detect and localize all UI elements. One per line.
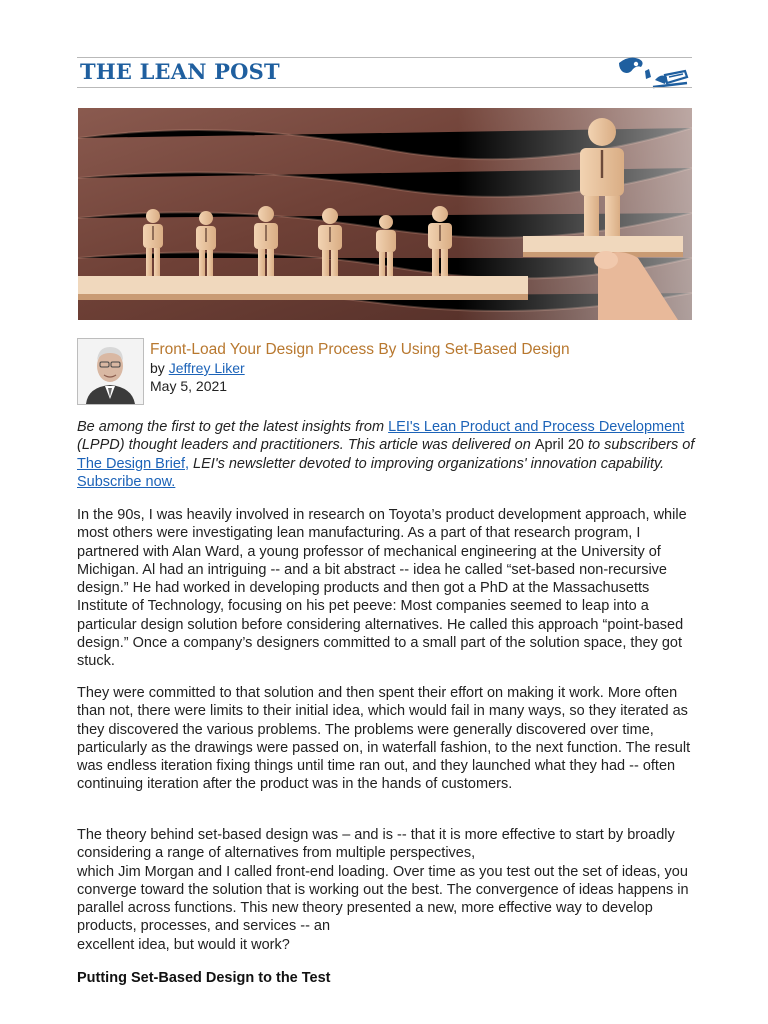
body-paragraph-3-line-c: excellent idea, but would it work?	[77, 936, 290, 953]
byline-prefix: by	[150, 360, 165, 376]
intro-text-3: to subscribers of	[583, 437, 695, 454]
intro-paragraph	[77, 418, 697, 491]
author-link[interactable]: Jeffrey Liker	[168, 360, 245, 376]
lppd-link[interactable]: LEI's Lean Product and Process Development	[388, 419, 685, 435]
intro-text-4: LEI's newsletter devoted to improving organizations' innovation capability.	[189, 455, 665, 472]
publish-date: May 5, 2021	[150, 378, 228, 394]
masthead-title[interactable]: THE LEAN POST	[80, 59, 280, 84]
article-title[interactable]: Front-Load Your Design Process By Using Set-Based Design	[150, 341, 570, 358]
body-paragraph-3-line-a: The theory behind set-based design was – and is -- that it is more effective to start by broadly considering a range of alternatives from multiple perspectives,	[77, 827, 675, 862]
body-paragraph-1: In the 90s, I was heavily involved in research on Toyota’s product development approach, while most others were investigating lean manufacturing. As a part of that research program, I partnered with Alan Ward, a young professor of mechanical engineering at the University of Michigan. Al had an intriguing -- and a bit abstract -- idea he called “set-based non-recursive design.” He had worked in developing products and then got a PhD at the Massachusetts Institute of Technology, focusing on his pet peeve: Most companies seemed to leap into a particular design solution before considering alternatives. He called this approach “point-based design.” Once a company’s designers committed to a small part of the solution space, they got stuck.	[77, 507, 687, 670]
design-brief-link[interactable]: The Design Brief,	[77, 455, 190, 472]
intro-text-1: Be among the first to get the latest insights from	[77, 419, 389, 435]
lean-post-logo-icon[interactable]	[615, 53, 689, 91]
byline	[150, 359, 245, 377]
body-paragraph-3-line-b: which Jim Morgan and I called front-end loading. Over time as you test out the set of ideas, you converge toward the solution that is working out the best. The convergence of ideas happens in parallel across functions. This new theory presented a new, more effective way to develop products, processes, and services -- an	[77, 863, 689, 935]
section-heading: Putting Set-Based Design to the Test	[77, 970, 331, 986]
author-photo	[77, 338, 144, 405]
body-paragraph-3	[77, 826, 697, 954]
subscribe-link[interactable]: Subscribe now.	[77, 473, 176, 490]
intro-date: April 20	[534, 437, 584, 454]
hero-image	[78, 108, 692, 320]
intro-text-2: (LPPD) thought leaders and practitioners. This article was delivered on	[77, 437, 535, 454]
body-paragraph-2: They were committed to that solution and then spent their effort on making it work. More often than not, there were limits to their initial idea, which would fail in many ways, so they iterated as they discovered the various problems. The problems were generally discovered over time, particularly as the drawings were passed on, in waterfall fashion, to the next function. The result was endless iteration fixing things until time ran out, and they launched what they had -- often continuing iteration after the product was in the hands of customers.	[77, 685, 691, 793]
header-bottom-rule	[77, 87, 692, 88]
